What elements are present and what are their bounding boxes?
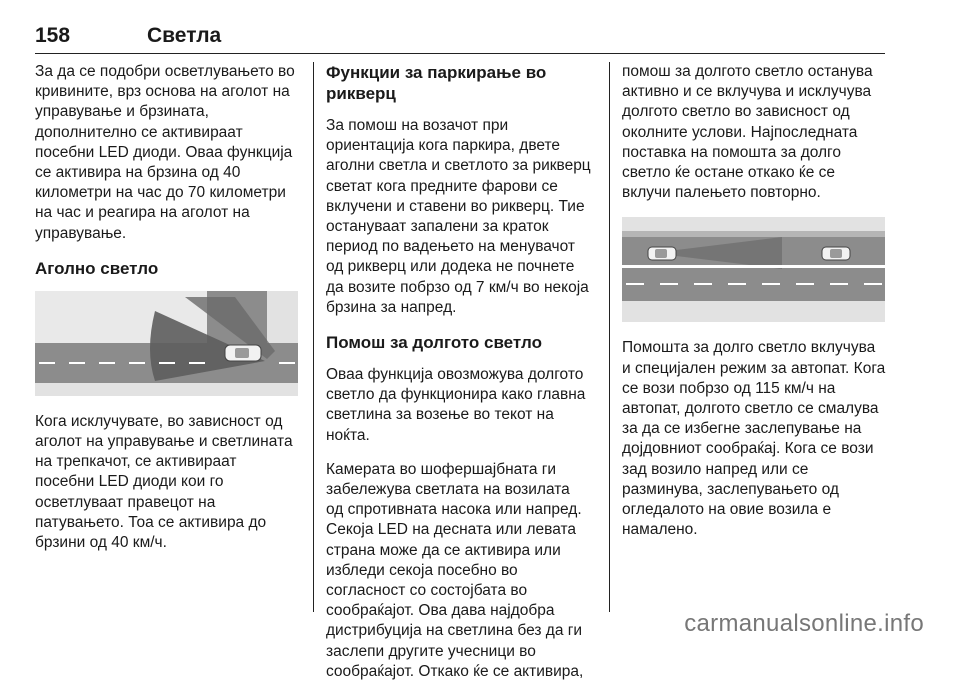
- page-number: 158: [35, 24, 71, 47]
- intro-paragraph: За да се подобри осветлувањето во кривините, врз основа на аголот на управување и брзината, дополнително се активираат посебни LED диоди. Оваа функција се активира на брзина од 40 километри на час до 70 километри на час и реагира на аголот на управување.: [35, 63, 295, 242]
- cornering-light-illustration: [35, 291, 298, 396]
- page-header: [35, 24, 885, 50]
- column-middle: [326, 62, 591, 696]
- car-icon: [225, 345, 261, 361]
- column-divider-1: [313, 62, 314, 612]
- parking-functions-heading: Функции за паркирање во рикверц: [326, 63, 547, 103]
- cornering-light-text: Кога исклучувате, во зависност од аголот на управување и светлината на трепкачот, се активираат посебни LED диоди кои го осветлуваат правецот на патувањето. Тоа се активира до брзини од 40 км/ч.: [35, 412, 293, 552]
- chapter-title: Светла: [147, 24, 222, 47]
- column-divider-2: [609, 62, 610, 612]
- header-rule: [35, 53, 885, 54]
- highway-mode-text: Помошта за долго светло вклучува и специјален режим за автопат. Кога се вози побрзо од 115 км/ч на автопат, долгото светло се смалува за да се избегне заслепување на дојдовниот сообраќај. Кога се вози зад возило напред или се разминува, заслепувањето од огледалото на овие возила е намалено.: [622, 339, 886, 539]
- car-right-icon: [822, 247, 850, 260]
- column-left: [35, 62, 300, 567]
- cornering-light-heading: Аголно светло: [35, 258, 159, 278]
- column-right: [622, 62, 887, 554]
- watermark: carmanualsonline.info: [684, 610, 924, 637]
- high-beam-assist-text-2: Камерата во шофершајбната ги забележува светлата на возилата од спротивната насока или напред. Секоја LED на десната или левата страна може да се активира или избледи секоја посебно во согласност со состојбата во сообраќајот. Ова дава најдобра дистрибуција на светлина без да ги заслепи другите учесници во сообраќајот. Откако ќе се активира,: [326, 460, 584, 680]
- high-beam-assist-text-1: Оваа функција овозможува долгото светло да функционира како главна светлина за возење во текот на ноќта.: [326, 366, 586, 444]
- high-beam-assist-heading: Помош за долгото светло: [326, 333, 542, 353]
- highway-mode-illustration: [622, 217, 885, 322]
- parking-functions-text: За помош на возачот при ориентација кога паркира, двете аголни светла и светлото за рикверц светат кога предните фарови се вклучени и ставени во рикверц. Тие остануваат запалени за краток период по вадењето на менувачот од рикверц или додека не почнете да возите побрзо од 7 км/ч во некоја брзина за напред.: [326, 117, 591, 316]
- car-left-icon: [648, 247, 676, 260]
- high-beam-assist-continued: помош за долгото светло останува активно и се вклучува и исклучува долгото светло во зависност од околните услови. Најпоследната поставка на помошта за долго светло ќе остане откако ќе се вклучи палењето повторно.: [622, 63, 873, 202]
